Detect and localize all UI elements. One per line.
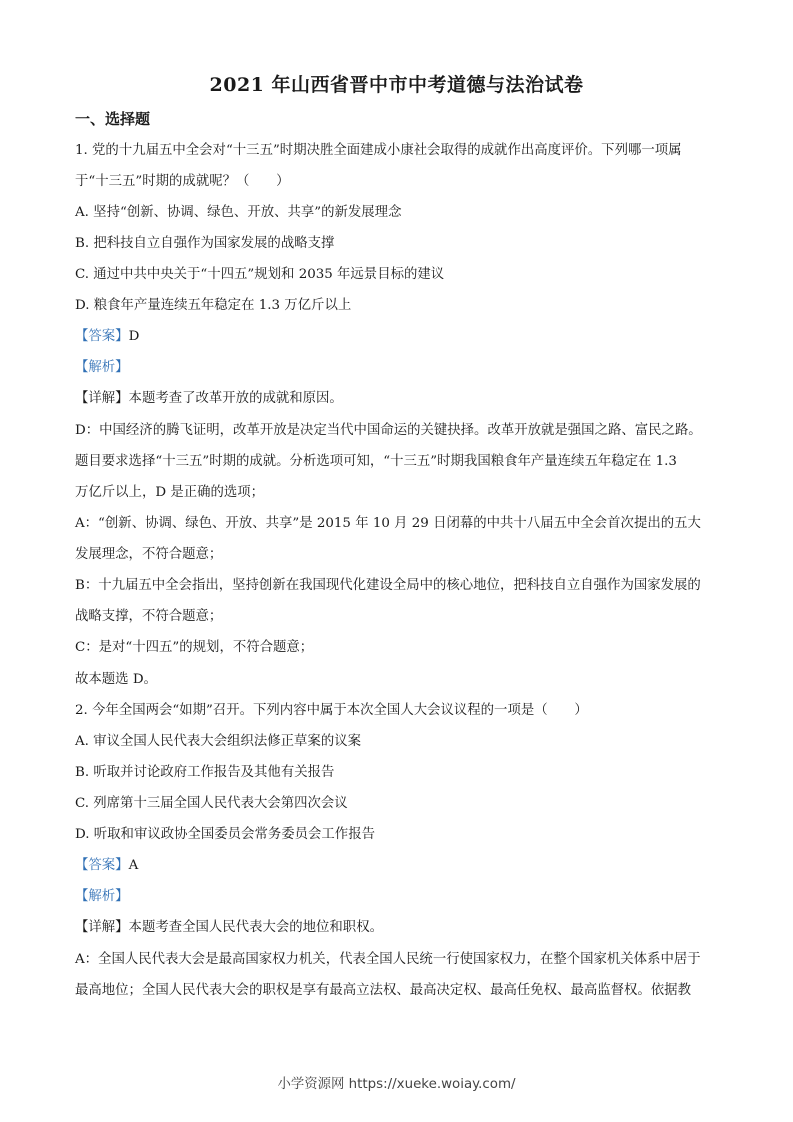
q1-analysis-label: 【解析】	[75, 360, 129, 375]
q2-option-a: A. 审议全国人民代表大会组织法修正草案的议案	[75, 734, 361, 749]
q1-detail-line-5: A：“创新、协调、绿色、开放、共享”是 2015 年 10 月 29 日闭幕的中共十八届五中全会首次提出的五大	[75, 516, 701, 531]
q1-answer-value: D	[128, 329, 140, 344]
q1-option-c: C. 通过中共中央关于“十四五”规划和 2035 年远景目标的建议	[75, 267, 445, 282]
q2-answer-value: A	[128, 858, 139, 873]
q1-stem-line-1: 1. 党的十九届五中全会对“十三五”时期决胜全面建成小康社会取得的成就作出高度评价。下列哪一项属	[75, 143, 682, 158]
q1-detail-line-4: 万亿斤以上，D 是正确的选项；	[75, 485, 265, 500]
q1-detail-line-2: D：中国经济的腾飞证明，改革开放是决定当代中国命运的关键抉择。改革开放就是强国之路、富民之路。	[75, 423, 702, 438]
q2-detail-line-1: 【详解】本题考查全国人民代表大会的地位和职权。	[75, 920, 383, 935]
q2-detail-line-3: 最高地位；全国人民代表大会的职权是享有最高立法权、最高决定权、最高任免权、最高监督权。依据教	[75, 983, 691, 998]
q1-detail-line-10: 故本题选 D。	[75, 672, 157, 687]
q1-detail-line-9: C：是对“十四五”的规划，不符合题意；	[75, 640, 314, 655]
q2-analysis-label: 【解析】	[75, 889, 129, 904]
q2-answer	[75, 857, 138, 875]
q1-detail-line-1: 【详解】本题考查了改革开放的成就和原因。	[75, 391, 343, 406]
q1-answer-label: 【答案】	[75, 329, 129, 344]
q2-option-b: B. 听取并讨论政府工作报告及其他有关报告	[75, 765, 335, 780]
q1-detail-line-6: 发展理念，不符合题意；	[75, 547, 223, 562]
q1-option-b: B. 把科技自立自强作为国家发展的战略支撑	[75, 236, 335, 251]
q2-option-c: C. 列席第十三届全国人民代表大会第四次会议	[75, 796, 348, 811]
q2-answer-label: 【答案】	[75, 858, 129, 873]
q2-detail-line-2: A：全国人民代表大会是最高国家权力机关，代表全国人民统一行使国家权力，在整个国家机关体系中居于	[75, 952, 701, 967]
section-heading: 一、选择题	[75, 110, 151, 128]
q1-stem-line-2: 于“十三五”时期的成就呢？（ ）	[75, 174, 290, 189]
q1-detail-line-8: 战略支撑，不符合题意；	[75, 609, 223, 624]
q2-stem-line-1: 2. 今年全国两会“如期”召开。下列内容中属于本次全国人大会议议程的一项是（ ）	[75, 703, 588, 718]
q2-option-d: D. 听取和审议政协全国委员会常务委员会工作报告	[75, 827, 375, 842]
q1-answer	[75, 328, 139, 346]
q1-detail-line-7: B：十九届五中全会指出，坚持创新在我国现代化建设全局中的核心地位，把科技自立自强作为国家发展的	[75, 578, 701, 593]
page-footer: 小学资源网 https://xueke.woiay.com/	[277, 1077, 516, 1092]
q1-option-a: A. 坚持“创新、协调、绿色、开放、共享”的新发展理念	[75, 205, 402, 220]
page-title: 2021 年山西省晋中市中考道德与法治试卷	[209, 74, 584, 96]
q1-option-d: D. 粮食年产量连续五年稳定在 1.3 万亿斤以上	[75, 298, 352, 313]
q1-detail-line-3: 题目要求选择“十三五”时期的成就。分析选项可知，“十三五”时期我国粮食年产量连续五年稳定在 1.3	[75, 454, 677, 469]
